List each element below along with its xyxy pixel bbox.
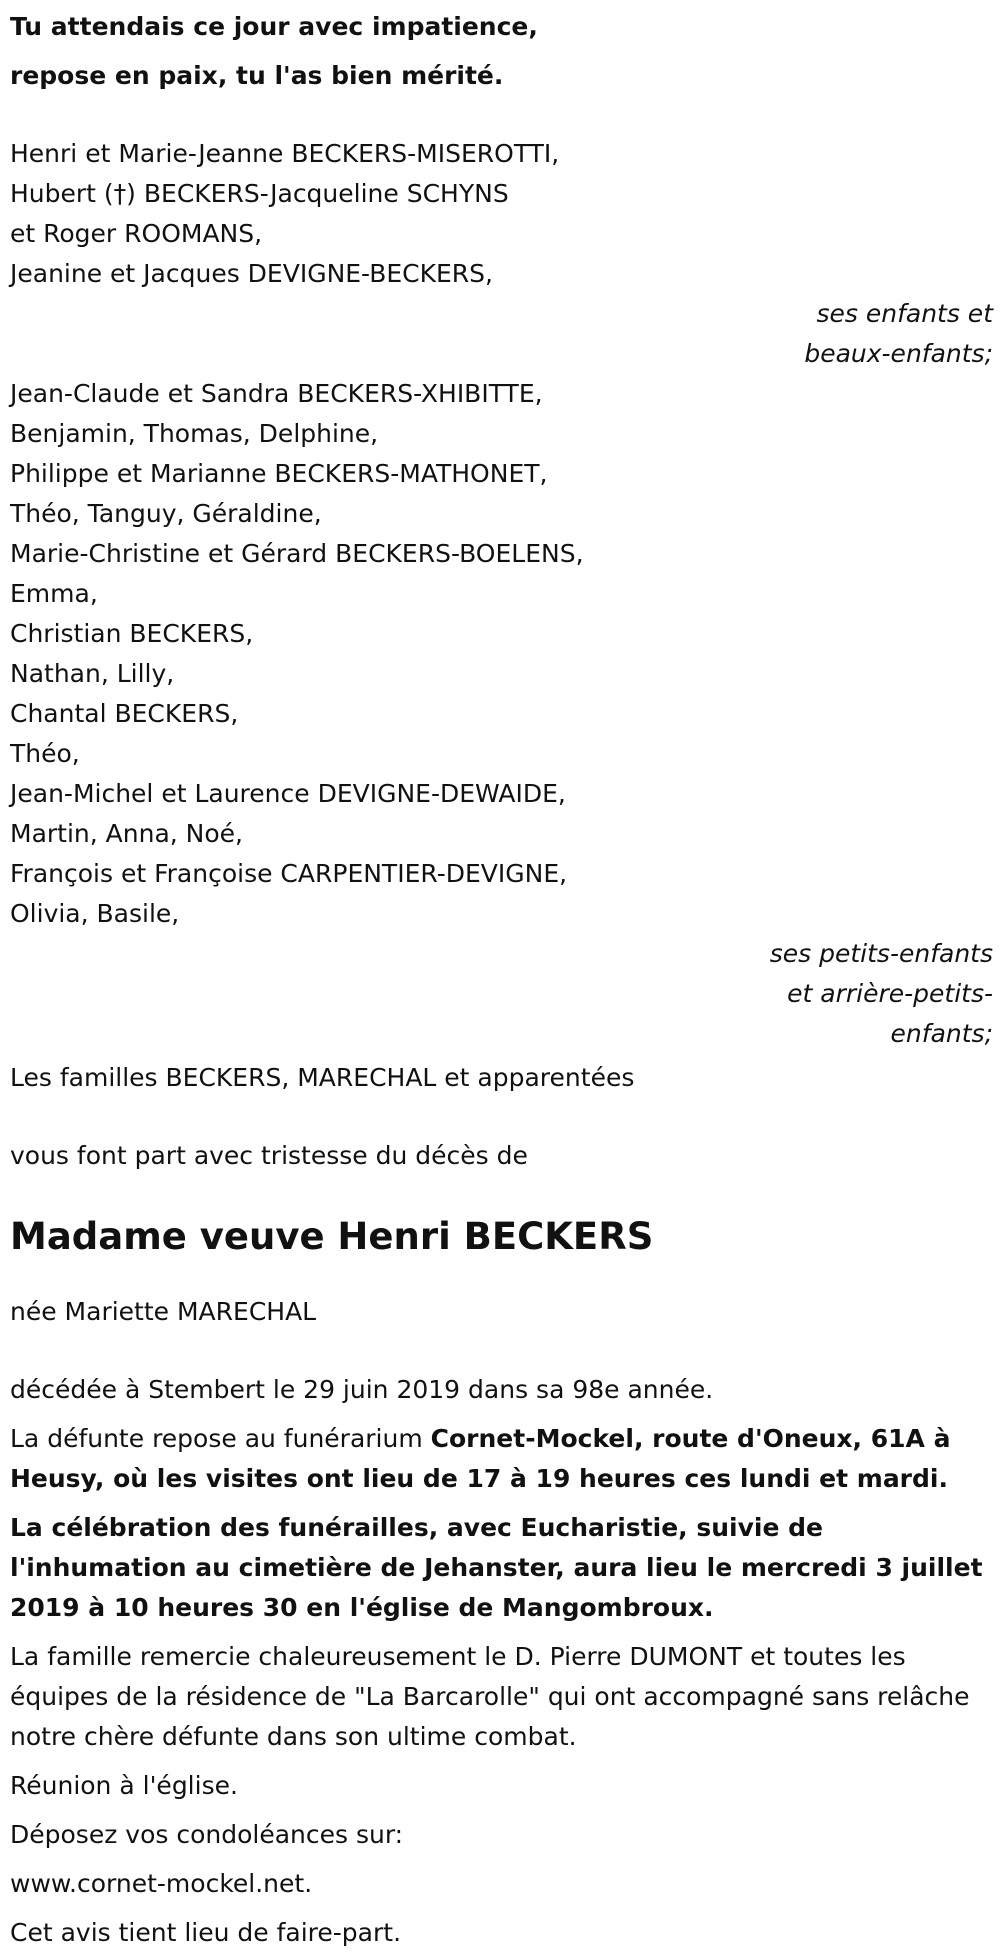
family-member: Hubert (†) BECKERS-Jacqueline SCHYNS — [10, 179, 509, 208]
family-member: Benjamin, Thomas, Delphine, — [10, 419, 379, 448]
maiden-name: née Mariette MARECHAL — [10, 1297, 317, 1326]
epigraph-line: repose en paix, tu l'as bien mérité. — [10, 61, 504, 90]
relation-line: ses enfants et — [816, 299, 993, 328]
grandchildren-list — [10, 374, 995, 934]
death-info: décédée à Stembert le 29 juin 2019 dans sa 98e année. — [10, 1375, 714, 1404]
relation-line: beaux-enfants; — [804, 339, 993, 368]
family-member: Nathan, Lilly, — [10, 659, 175, 688]
closing-text: Cet avis tient lieu de faire-part. — [10, 1918, 402, 1947]
family-member: Marie-Christine et Gérard BECKERS-BOELENS, — [10, 539, 584, 568]
obituary-notice — [10, 0, 995, 1953]
children-relation — [10, 294, 995, 374]
family-member: Théo, — [10, 739, 80, 768]
family-member: et Roger ROOMANS, — [10, 219, 263, 248]
relation-line: ses petits-enfants — [769, 939, 993, 968]
family-member: Olivia, Basile, — [10, 899, 180, 928]
family-member: Jeanine et Jacques DEVIGNE-BECKERS, — [10, 259, 493, 288]
funerarium-intro: La défunte repose au funérarium — [10, 1424, 431, 1453]
family-member: Henri et Marie-Jeanne BECKERS-MISEROTTI, — [10, 139, 560, 168]
epigraph-line: Tu attendais ce jour avec impatience, — [10, 12, 538, 41]
condolences-label: Déposez vos condoléances sur: — [10, 1820, 404, 1849]
funerarium-info — [10, 1419, 995, 1499]
announcement: vous font part avec tristesse du décès de — [10, 1141, 528, 1170]
family-member: Chantal BECKERS, — [10, 699, 239, 728]
family-member: François et Françoise CARPENTIER-DEVIGNE, — [10, 859, 568, 888]
relation-line: et arrière-petits- — [787, 979, 993, 1008]
family-member: Martin, Anna, Noé, — [10, 819, 243, 848]
family-member: Théo, Tanguy, Géraldine, — [10, 499, 322, 528]
families-line: Les familles BECKERS, MARECHAL et apparentées — [10, 1063, 635, 1092]
funerarium-details: Cornet-Mockel, route d'Oneux, 61A à Heusy, où les visites ont lieu de 17 à 19 heures ces lundi et mardi. — [10, 1424, 951, 1493]
family-member: Christian BECKERS, — [10, 619, 254, 648]
children-list — [10, 134, 995, 294]
ceremony-info: La célébration des funérailles, avec Eucharistie, suivie de l'inhumation au cimetière de Jehanster, aura lieu le mercredi 3 juillet 2019 à 10 heures 30 en l'église de Mangombroux. — [10, 1513, 983, 1622]
epigraph — [10, 2, 995, 100]
family-member: Jean-Claude et Sandra BECKERS-XHIBITTE, — [10, 379, 543, 408]
meeting-info: Réunion à l'église. — [10, 1771, 238, 1800]
grandchildren-relation — [10, 934, 995, 1054]
family-member: Emma, — [10, 579, 98, 608]
relation-line: enfants; — [890, 1019, 993, 1048]
family-member: Philippe et Marianne BECKERS-MATHONET, — [10, 459, 548, 488]
deceased-name: Madame veuve Henri BECKERS — [10, 1215, 654, 1258]
website-text: www.cornet-mockel.net. — [10, 1869, 313, 1898]
thanks-text: La famille remercie chaleureusement le D. Pierre DUMONT et toutes les équipes de la résidence de "La Barcarolle" qui ont accompagné sans relâche notre chère défunte dans son ultime combat. — [10, 1642, 970, 1751]
family-member: Jean-Michel et Laurence DEVIGNE-DEWAIDE, — [10, 779, 566, 808]
